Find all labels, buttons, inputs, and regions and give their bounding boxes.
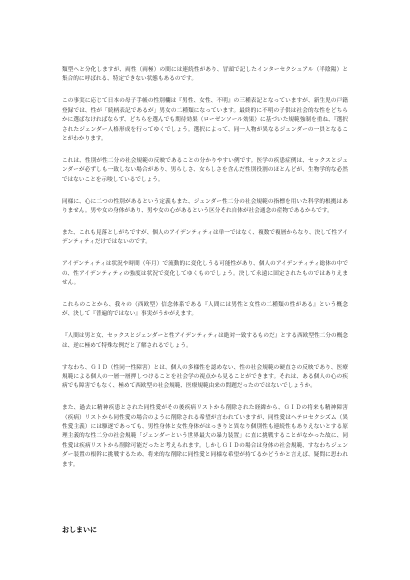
paragraph-1: 類型へと分化しますが、両性（両極）の間には連続性があり、冒頭で記したインターセクシュアル（半陰陽）と集合的に呼ばれる、特定できない状態もあるのです。 xyxy=(62,67,348,83)
paragraph-4: 同様に、心に二つの性別があるという定義もまた、ジェンダー性二分の社会規範の指標を用いた科学的根拠はありません。男や女の身体があり、男や女の心があるという区分それ自体が社会通念の産物であるからです。 xyxy=(62,198,348,214)
section-heading: おしまいに xyxy=(62,526,97,534)
paragraph-10: また、過去に精神疾患とされた同性愛がその後疾病リストから削除された経緯から、ＧＩＤの将来も精神障害（疾病）リストから同性愛の場合のように削除される希望が言われていますが、同性愛はヘテロセクシズム（異性愛主義）には駆逐であっても、男性身体と女性身体がはっきりと異なり個別性も連続性もありえないとする原理主義的な性二分の社会規範「ジェンダーという世界最大の暴力装置」に直に挑戦することがなかった故に、同性愛は疾病リストから削除可能だったと考えられます。しかしＧＩＤの場合は身体の社会規範、すなわちジェンダー装置の根幹に挑戦するため、将来的な削除に同性愛と同様な希望が持てるかどうかと言えば、疑問に思われます。 xyxy=(62,405,348,468)
paragraph-8: 『人間は男と女、セックスとジェンダーと性アイデンティティは絶対一致するものだ』とする西欧型性二分の概念は、逆に極めて特殊な例だと了解されるでしょう。 xyxy=(62,333,348,349)
paragraph-7: これらのことから、我々の（西欧型）信念体系である『人間には男性と女性の二種類の性がある』という概念が、決して『普遍的ではない』事実がうかがえます。 xyxy=(62,301,348,318)
paragraph-2: この事実に応じて日本の母子手帳の性別欄は『男性、女性、不明』の三種表記となっていますが、新生児の戸籍登録では、性が「続柄表記であるが」男女の二種類になっています。最終的に不明の子供は社会的な性をどちらかに選ばなければならず、どちらを選んでも期待効果（ローゼンソール効果）に基づいた規範強制を重ね、『選択されたジェンダー人格形成を行ってゆくでしょう。選択によって、同一人物が異なるジェンダーの一員となることがわかります。 xyxy=(62,98,348,142)
paragraph-5: また、これも見落としがちですが、個人のアイデンティティは単一ではなく、複数で複層からなり、決して性アイデンティティだけではないのです。 xyxy=(62,229,348,246)
paragraph-9: すなわち、ＧＩＤ（性同一性障害）とは、個人の多様性を認めない、性の社会規範の硬直さの反映であり、医療規範による個人の一層一層押しつけることを社会学の視点から見ることができます。それは、ある個人の心の疾病でも障害でもなく、極めて西欧型の社会規範、医療規範由来の問題だったのではないでしょうか。 xyxy=(62,364,348,390)
paragraph-3: これは、性別が性二分の社会規範の反映であることの分かりやすい例です。医学の疾患症例は、セックスとジェンダーが必ずしも一致しない場合があり、男らしさ、女らしさを含んだ性別役割のほとんどが、生物学的な必然ではないことを示唆しているでしょう。 xyxy=(62,157,348,183)
paragraph-6: アイデンティティは状況や時間（年月）で流動的に変化しうる可能性があり、個人のアイデンティティ総体の中での、性アイデンティティの強度は状況で変化してゆくものでしょう。決して永遠に固定されたものではありえません。 xyxy=(62,261,348,286)
